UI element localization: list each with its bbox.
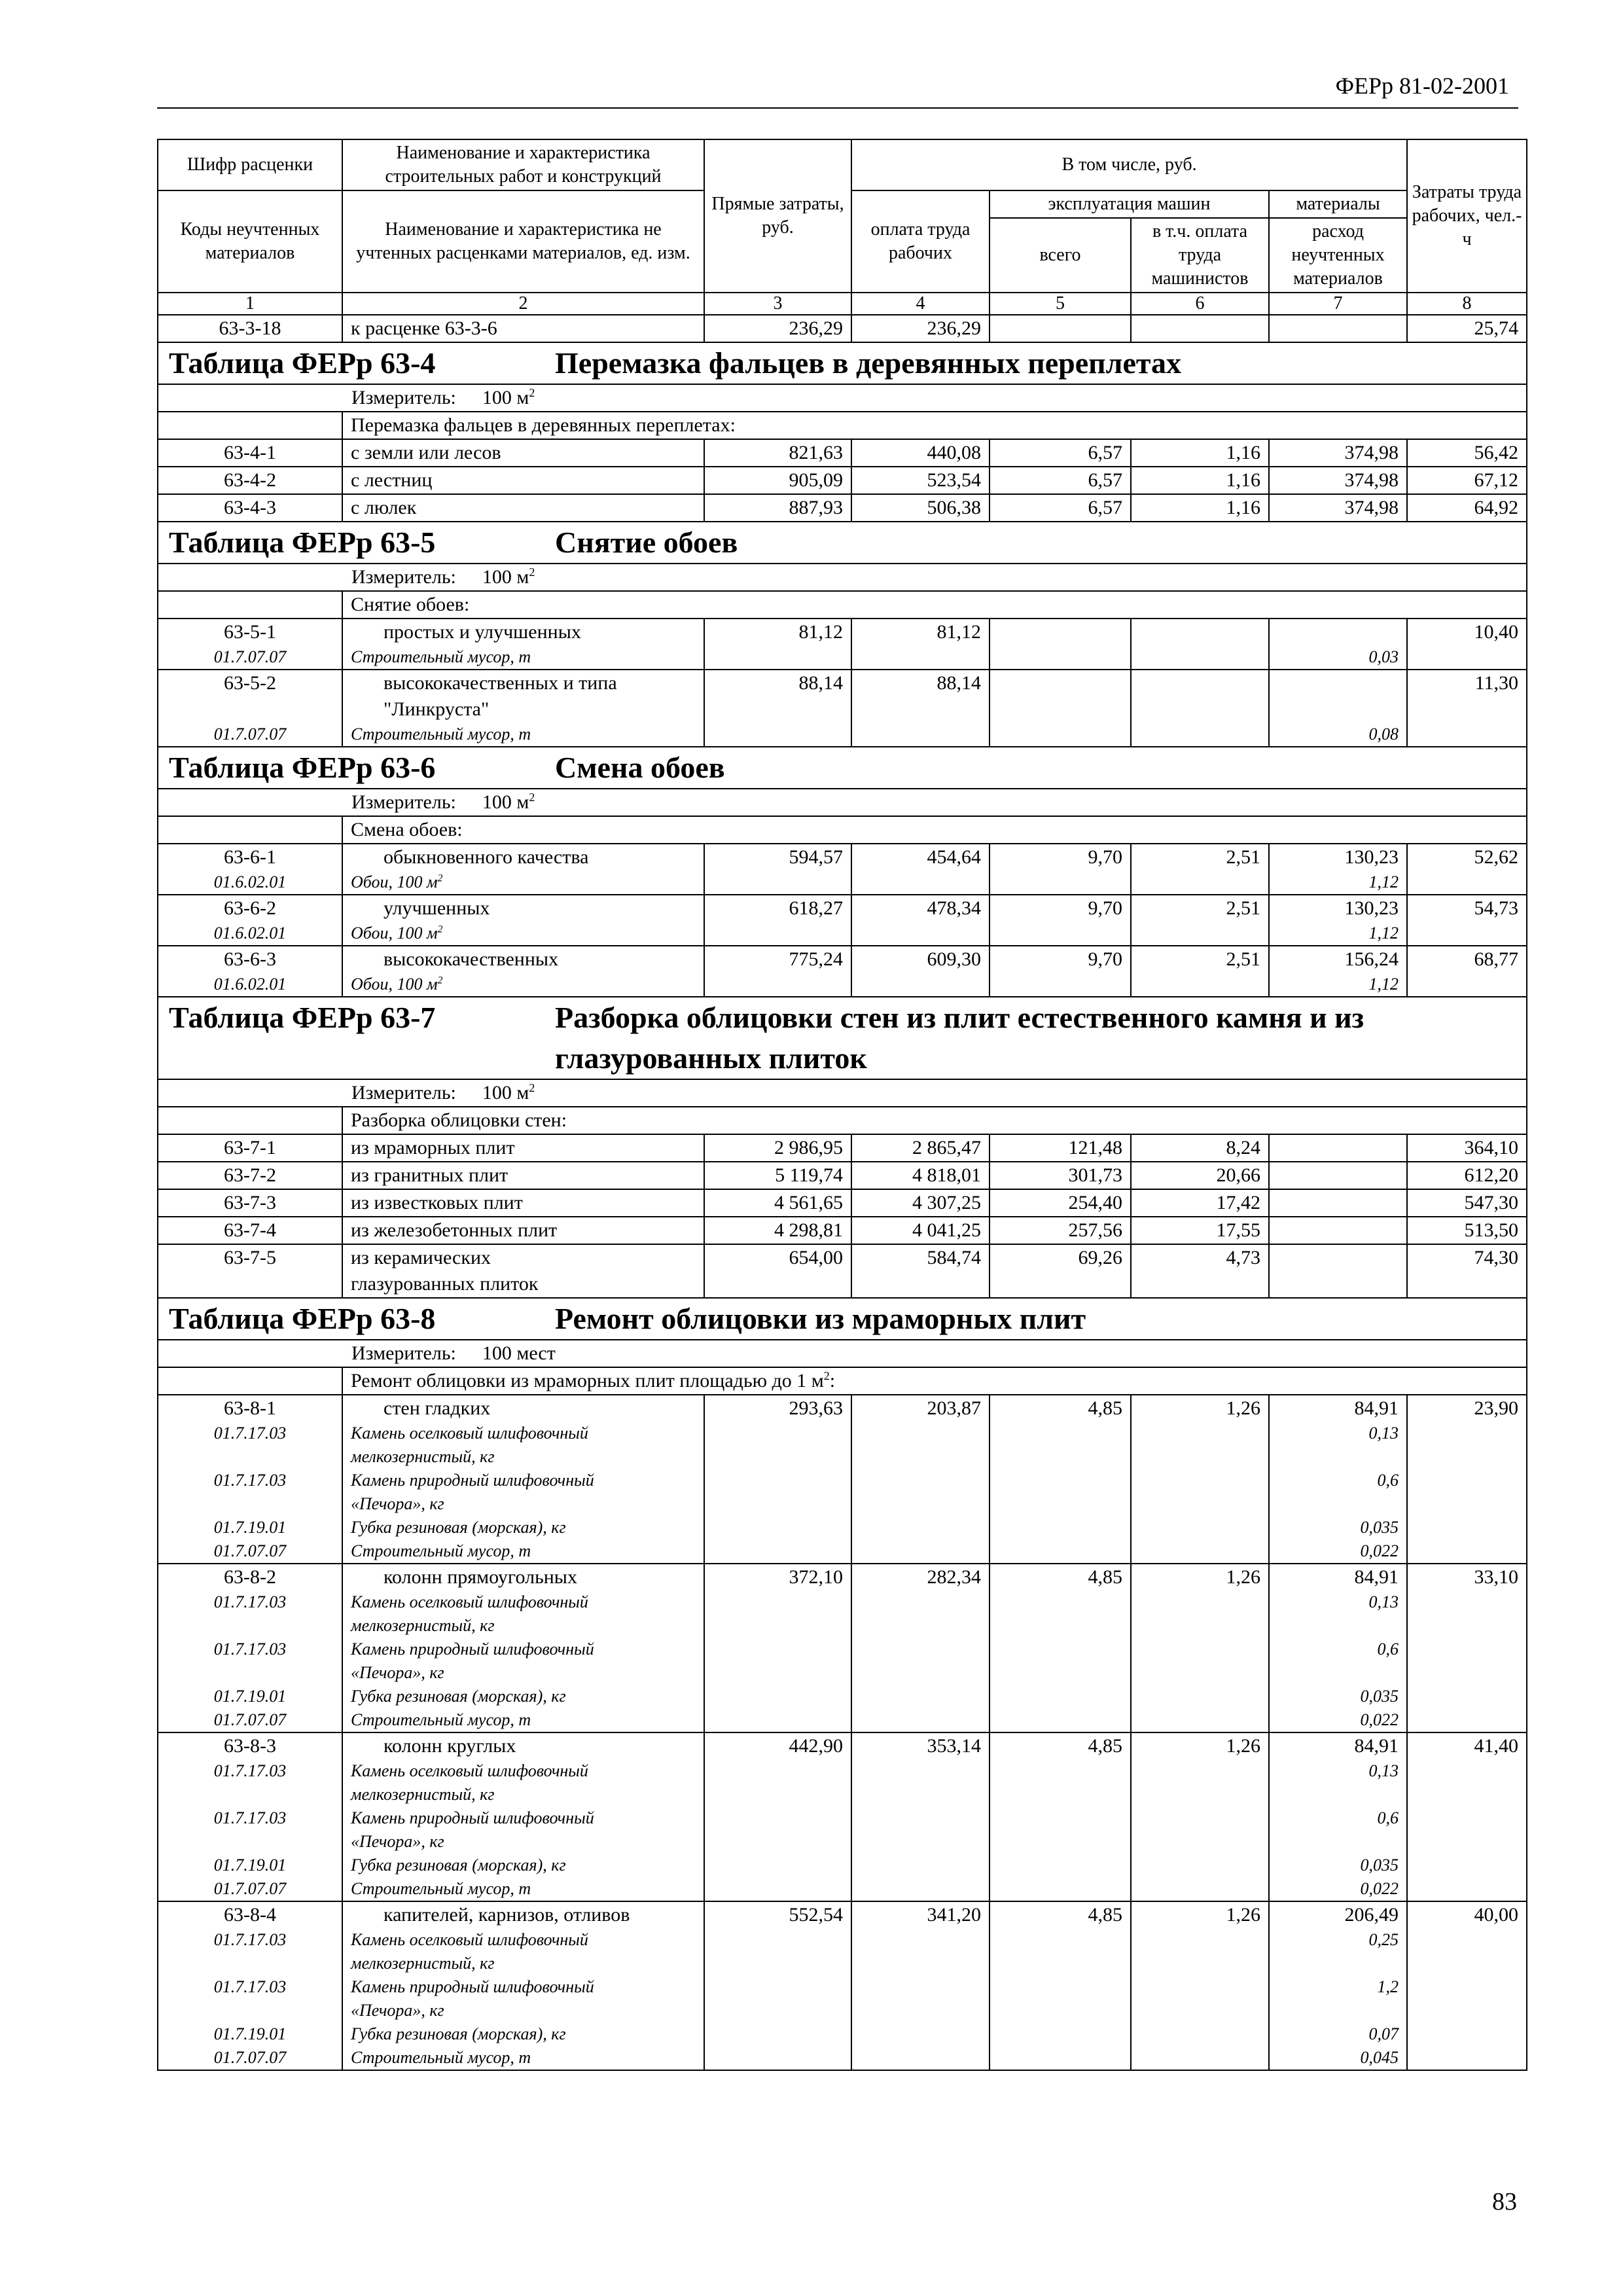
table-row: 63-7-5 из керамических глазурованных плиток 654,00 584,74 69,26 4,73 74,30 — [158, 1244, 1527, 1298]
document-header — [157, 71, 1518, 109]
measure-row: Измеритель: 100 $м^2$ — [158, 1079, 1527, 1107]
table-row: 63-6-3 01.6.02.01 высококачественных Обои, 100 $м^2$ 775,24 609,30 9,70 2,51 156,24 1,12 68,77 — [158, 946, 1527, 997]
table-row: 63-5-2 01.7.07.07 высококачественных и типа "Линкруста" Строительный мусор, т 88,14 88,14 0,08 11,30 — [158, 670, 1527, 747]
header-labor-pay: оплата труда рабочих — [851, 190, 990, 293]
section-row: Разборка облицовки стен: — [158, 1107, 1527, 1134]
section-row: Смена обоев: — [158, 816, 1527, 844]
table-row: 63-4-1 с земли или лесов 821,63 440,08 6,57 1,16 374,98 56,42 — [158, 439, 1527, 467]
measure-row: Измеритель: 100 $м^2$ — [158, 789, 1527, 816]
table-title-63-8: Таблица ФЕРр 63-8 Ремонт облицовки из мраморных плит — [158, 1298, 1527, 1340]
table-row: 63-3-18 к расценке 63-3-6 236,29 236,29 25,74 — [158, 315, 1527, 342]
table-row: 63-4-3 с люлек 887,93 506,38 6,57 1,16 374,98 64,92 — [158, 494, 1527, 522]
table-row: 63-6-1 01.6.02.01 обыкновенного качества Обои, 100 $м^2$ 594,57 454,64 9,70 2,51 130,23 1,12 52,62 — [158, 844, 1527, 895]
table-row: 63-4-2 с лестниц 905,09 523,54 6,57 1,16 374,98 67,12 — [158, 467, 1527, 494]
header-materials: материалы — [1269, 190, 1407, 218]
table-row: 63-5-1 01.7.07.07 простых и улучшенных Строительный мусор, т 81,12 81,12 0,03 10,40 — [158, 619, 1527, 670]
table-row: 63-7-4 из железобетонных плит 4 298,81 4 041,25 257,56 17,55 513,50 — [158, 1217, 1527, 1244]
header-material-names: Наименование и характеристика не учтенных расценками материалов, ед. изм. — [342, 190, 704, 293]
price-table — [157, 139, 1527, 2071]
section-row: Снятие обоев: — [158, 591, 1527, 619]
table-row: 63-8-4 01.7.17.03 01.7.17.03 01.7.19.01 01.7.07.07 капителей, карнизов, отливов Камень оселковый шлифовочный мелкозернистый, кг Камень природный шлифовочный «Печора», кг Губка резиновая (морская), кг Строительный мусор, т 552,54 341,20 4,85 1,26 206,49 0,25 1,2 0,07 0,045 40,00 — [158, 1901, 1527, 2070]
table-row: 63-8-1 01.7.17.03 01.7.17.03 01.7.19.01 01.7.07.07 стен гладких Камень оселковый шлифовочный мелкозернистый, кг Камень природный шлифовочный «Печора», кг Губка резиновая (морская), кг Строительный мусор, т 293,63 203,87 4,85 1,26 84,91 0,13 0,6 0,035 0,022 23,90 — [158, 1395, 1527, 1564]
header-direct-cost: Прямые затраты, руб. — [704, 139, 851, 293]
header-machines: эксплуатация машин — [990, 190, 1269, 218]
table-row: 63-7-2 из гранитных плит 5 119,74 4 818,01 301,73 20,66 612,20 — [158, 1162, 1527, 1189]
measure-row: Измеритель: 100 $м^2$ — [158, 564, 1527, 591]
section-row: Ремонт облицовки из мраморных плит площадью до 1 $м^2$: — [158, 1367, 1527, 1395]
table-title-63-5: Таблица ФЕРр 63-5 Снятие обоев — [158, 522, 1527, 564]
header-machinists-pay: в т.ч. оплата труда машинистов — [1131, 218, 1269, 293]
header-labor-hours: Затраты труда рабочих, чел.-ч — [1407, 139, 1527, 293]
section-row: Перемазка фальцев в деревянных переплетах: — [158, 412, 1527, 439]
header-code: Шифр расценки — [158, 139, 342, 190]
document-code: ФЕРр 81-02-2001 — [1335, 73, 1509, 99]
column-numbers-row: 1 2 3 4 5 6 7 8 — [158, 293, 1527, 315]
table-row: 63-8-3 01.7.17.03 01.7.17.03 01.7.19.01 01.7.07.07 колонн круглых Камень оселковый шлифовочный мелкозернистый, кг Камень природный шлифовочный «Печора», кг Губка резиновая (морская), кг Строительный мусор, т 442,90 353,14 4,85 1,26 84,91 0,13 0,6 0,035 0,022 41,40 — [158, 1732, 1527, 1901]
table-row: 63-7-1 из мраморных плит 2 986,95 2 865,47 121,48 8,24 364,10 — [158, 1134, 1527, 1162]
header-group: В том числе, руб. — [851, 139, 1407, 190]
table-title-63-4: Таблица ФЕРр 63-4 Перемазка фальцев в деревянных переплетах — [158, 342, 1527, 384]
page-number: 83 — [1492, 2188, 1517, 2215]
header-material-codes: Коды неучтенных материалов — [158, 190, 342, 293]
measure-row: Измеритель: 100 $м^2$ — [158, 384, 1527, 412]
table-row: 63-8-2 01.7.17.03 01.7.17.03 01.7.19.01 01.7.07.07 колонн прямоугольных Камень оселковый шлифовочный мелкозернистый, кг Камень природный шлифовочный «Печора», кг Губка резиновая (морская), кг Строительный мусор, т 372,10 282,34 4,85 1,26 84,91 0,13 0,6 0,035 0,022 33,10 — [158, 1564, 1527, 1732]
header-name: Наименование и характеристика строительных работ и конструкций — [342, 139, 704, 190]
measure-row: Измеритель: 100 мест — [158, 1340, 1527, 1367]
header-unaccounted-materials: расход неучтенных материалов — [1269, 218, 1407, 293]
table-row: 63-6-2 01.6.02.01 улучшенных Обои, 100 $м^2$ 618,27 478,34 9,70 2,51 130,23 1,12 54,73 — [158, 895, 1527, 946]
table-title-63-6: Таблица ФЕРр 63-6 Смена обоев — [158, 747, 1527, 789]
table-title-63-7: Таблица ФЕРр 63-7 Разборка облицовки стен из плит естественного камня и из глазурованных плиток — [158, 997, 1527, 1079]
table-row: 63-7-3 из известковых плит 4 561,65 4 307,25 254,40 17,42 547,30 — [158, 1189, 1527, 1217]
header-machines-total: всего — [990, 218, 1131, 293]
